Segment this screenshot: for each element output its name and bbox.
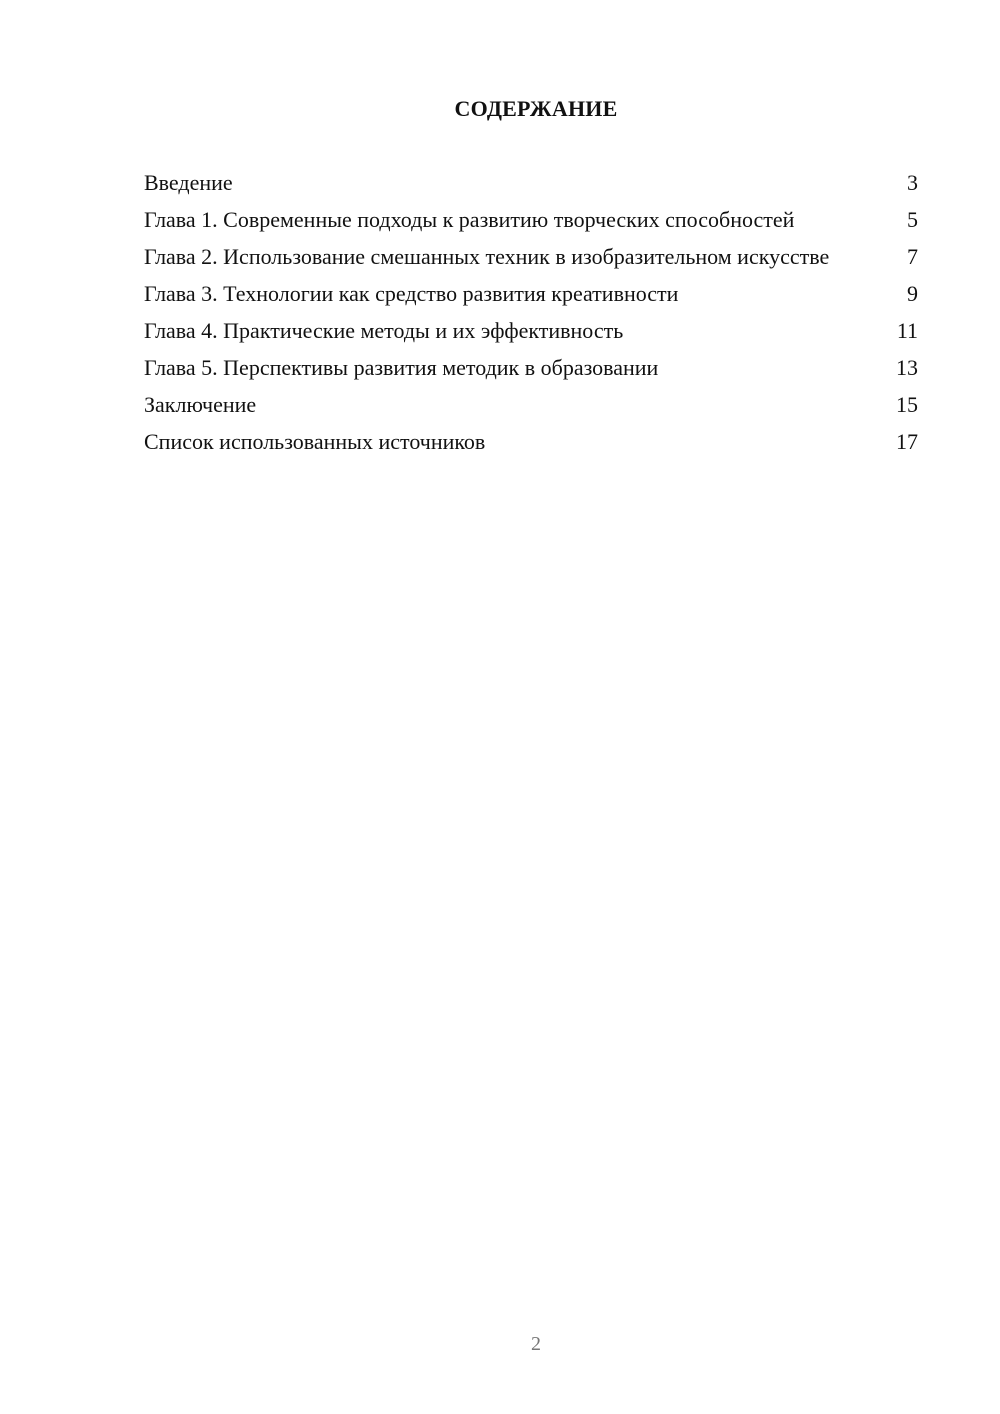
toc-entry-label: Список использованных источников [144,429,486,454]
toc-entry-page: 11 [896,318,918,343]
page-number: 2 [531,1333,541,1355]
toc-entry-page: 5 [907,207,918,232]
toc-entry-chapter-2 [144,244,918,270]
toc-entry-label: Глава 3. Технологии как средство развития креативности [144,281,679,306]
page-title: СОДЕРЖАНИЕ [454,96,618,121]
toc-entry-label: Заключение [144,392,257,417]
table-of-contents [144,170,918,466]
toc-entry-page: 17 [896,429,918,454]
toc-entry-introduction [144,170,918,196]
toc-entry-page: 15 [896,392,918,417]
toc-entry-label: Глава 1. Современные подходы к развитию творческих способностей [144,207,795,232]
toc-entry-chapter-3 [144,281,918,307]
toc-entry-label: Глава 2. Использование смешанных техник в изобразительном искусстве [144,244,830,269]
toc-entry-chapter-1 [144,207,918,233]
toc-entry-references [144,429,918,455]
toc-entry-chapter-4 [144,318,918,344]
toc-entry-label: Глава 5. Перспективы развития методик в образовании [144,355,659,380]
toc-entry-label: Глава 4. Практические методы и их эффективность [144,318,624,343]
toc-entry-page: 9 [907,281,918,306]
toc-entry-conclusion [144,392,918,418]
toc-entry-label: Введение [144,170,233,195]
toc-entry-chapter-5 [144,355,918,381]
toc-entry-page: 3 [907,170,918,195]
toc-entry-page: 7 [907,244,918,269]
toc-entry-page: 13 [896,355,918,380]
